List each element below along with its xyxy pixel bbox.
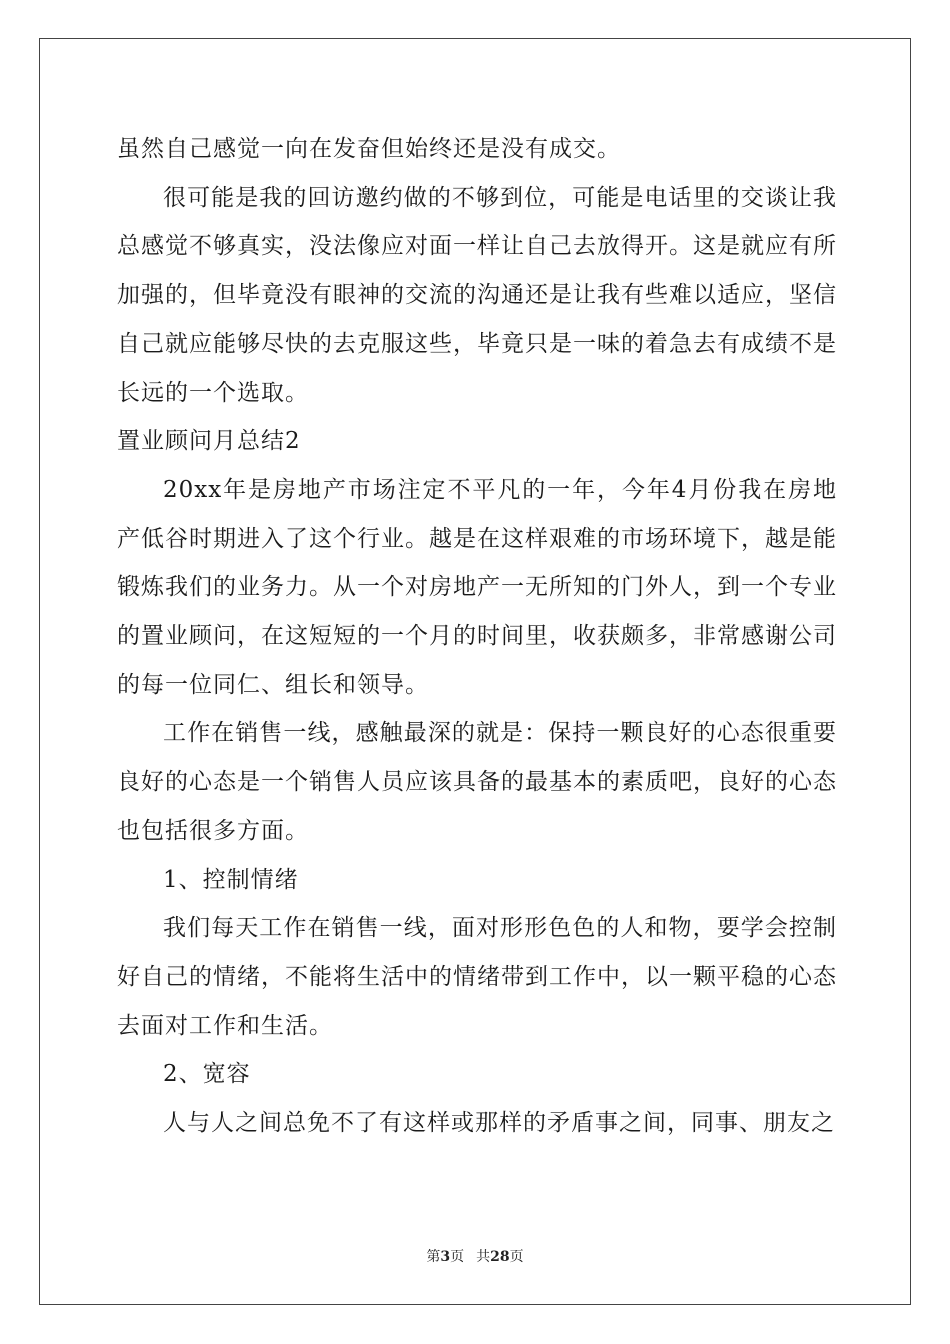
- document-body: [117, 125, 837, 1148]
- paragraph-3: 20xx年是房地产市场注定不平凡的一年，今年4月份我在房地产低谷时期进入了这个行业。越是在这样艰难的市场环境下，越是能锻炼我们的业务力。从一个对房地产一无所知的门外人，到一个专业的置业顾问，在这短短的一个月的时间里，收获颇多，非常感谢公司的每一位同仁、组长和领导。: [117, 476, 837, 698]
- footer-total-prefix: 共: [476, 1249, 491, 1265]
- list-heading-1: 1、控制情绪: [163, 866, 299, 893]
- paragraph-1: 虽然自己感觉一向在发奋但始终还是没有成交。: [117, 136, 621, 162]
- footer-page-prefix: 第: [426, 1249, 441, 1265]
- list-heading-2: 2、宽容: [163, 1061, 251, 1088]
- paragraph-6: 人与人之间总免不了有这样或那样的矛盾事之间，同事、朋友之: [163, 1110, 835, 1137]
- footer-page-suffix: 页: [450, 1249, 465, 1265]
- footer-page-total: 28: [490, 1249, 510, 1265]
- page-footer: [0, 1246, 950, 1266]
- paragraph-4: 工作在销售一线，感触最深的就是：保持一颗良好的心态很重要良好的心态是一个销售人员应该具备的最基本的素质吧，良好的心态也包括很多方面。: [117, 720, 837, 844]
- paragraph-2: 很可能是我的回访邀约做的不够到位，可能是电话里的交谈让我总感觉不够真实，没法像应对面一样让自己去放得开。这是就应有所加强的，但毕竟没有眼神的交流的沟通还是让我有些难以适应，坚信自己就应能够尽快的去克服这些，毕竟只是一味的着急去有成绩不是长远的一个选取。: [117, 184, 837, 406]
- section-heading: 置业顾问月总结2: [117, 428, 301, 455]
- footer-page-current: 3: [440, 1249, 451, 1265]
- paragraph-5: 我们每天工作在销售一线，面对形形色色的人和物，要学会控制好自己的情绪，不能将生活中的情绪带到工作中，以一颗平稳的心态去面对工作和生活。: [117, 915, 837, 1039]
- footer-total-suffix: 页: [509, 1249, 524, 1265]
